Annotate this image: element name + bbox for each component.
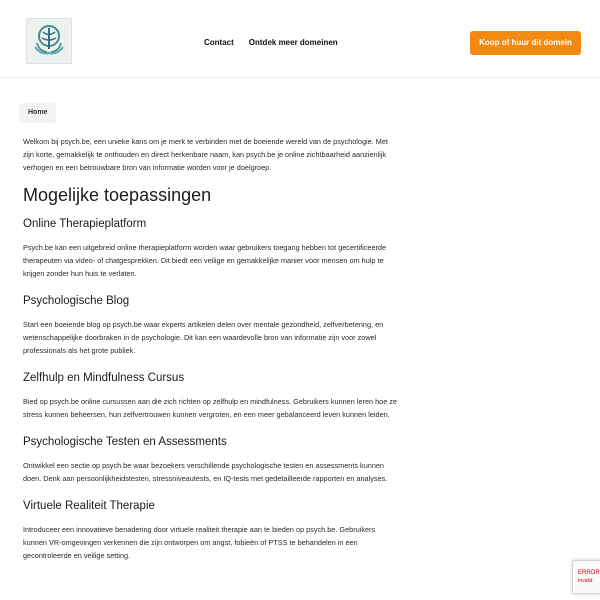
site-logo[interactable]	[26, 18, 72, 64]
main-content	[23, 135, 399, 576]
recaptcha-badge[interactable]	[572, 560, 600, 594]
section-title: Virtuele Realiteit Therapie	[23, 500, 155, 512]
intro-paragraph: Welkom bij psych.be, een unieke kans om je merk te verbinden met de boeiende wereld van de psychologie. Met zijn korte, gemakkelijk te onthouden en direct herkenbare naam, kan psych.be je online zichtbaarheid aanzienlijk verhogen en een betrouwbare bron van informatie worden voor je doelgroep.	[23, 137, 388, 172]
section-title: Online Therapieplatform	[23, 218, 147, 230]
section-text: Start een boeiende blog op psych.be waar experts artikelen delen over mentale gezondheid, zelfverbetering, en wetenschappelijke doorbraken in de psychologie. Dit kan een waardevolle bron van informatie zijn voor zowel professionals als het grote publiek.	[23, 320, 384, 355]
buy-or-rent-button[interactable]: Koop of huur dit domein	[470, 31, 581, 55]
section-text: Bied op psych.be online cursussen aan die zich richten op zelfhulp en mindfulness. Gebruikers kunnen leren hoe ze stress kunnen beheersen, hun zelfvertrouwen kunnen vergroten, en een meer gebalanceerd leven kunnen leiden.	[23, 397, 397, 419]
main-nav	[204, 38, 338, 47]
section-text: Ontwikkel een sectie op psych.be waar bezoekers verschillende psychologische testen en assessments kunnen doen. Denk aan persoonlijkheidstesten, stressniveautests, en IQ-tests met gedetailleerde rapporten en analyses.	[23, 461, 388, 483]
section-title: Zelfhulp en Mindfulness Cursus	[23, 372, 185, 384]
nav-contact-link[interactable]: Contact	[204, 38, 234, 47]
section-text: Introduceer een innovatieve benadering door virtuele realiteit therapie aan te bieden op psych.be. Gebruikers kunnen VR-omgevingen verkennen die zijn ontworpen om angst, fobieën of PTSS te behandelen in een gecontroleerde en veilige setting.	[23, 525, 376, 560]
section-title: Psychologische Blog	[23, 295, 130, 307]
tree-brain-hands-logo-icon	[27, 19, 71, 63]
recaptcha-error-text: ERROR	[578, 570, 600, 576]
site-header	[0, 0, 600, 78]
nav-more-domains-link[interactable]: Ontdek meer domeinen	[248, 38, 338, 47]
breadcrumb-home[interactable]: Home	[19, 103, 56, 123]
section-text: Psych.be kan een uitgebreid online therapieplatform worden waar gebruikers toegang hebben tot gecertificeerde therapeuten via video- of chatgesprekken. Dit biedt een veilige en gemakkelijke manier voor mensen om hulp te krijgen zonder hun huis te verlaten.	[23, 243, 387, 278]
recaptcha-invalid-text: Invalid	[578, 578, 593, 584]
page-heading: Mogelijke toepassingen	[23, 185, 212, 205]
section-title: Psychologische Testen en Assessments	[23, 436, 227, 448]
